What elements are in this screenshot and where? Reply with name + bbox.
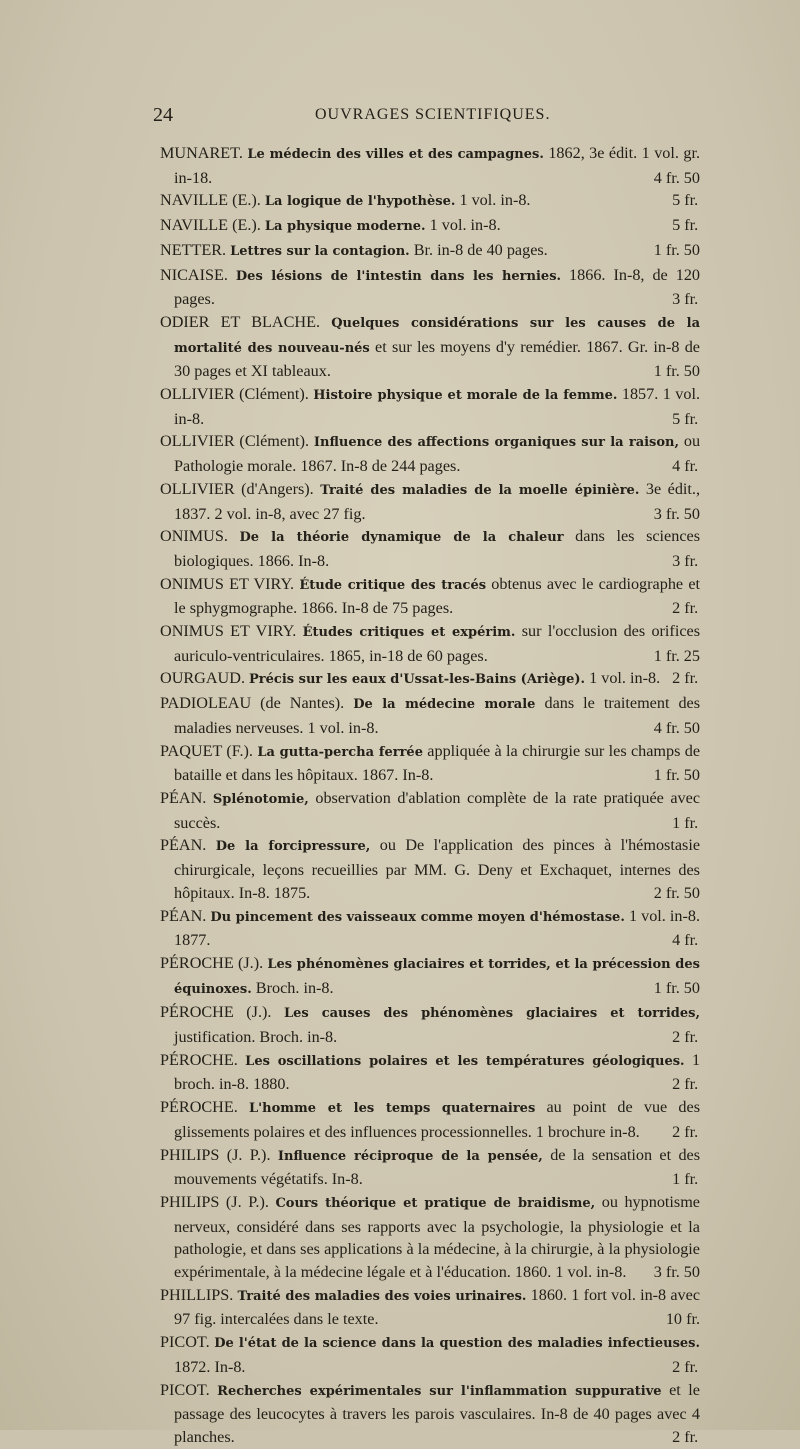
entry-price: 2 fr. xyxy=(672,599,699,618)
entry-author: NAVILLE (E.). xyxy=(160,216,261,235)
entry-title: Traité des maladies de la moelle épinière. xyxy=(320,482,640,498)
entry-author: NICAISE. xyxy=(160,265,228,284)
bibliography-entry xyxy=(160,478,700,525)
bibliography-entry xyxy=(160,214,700,239)
entry-details: ou Pathologie morale. 1867. In-8 de 244 pages. xyxy=(174,432,701,476)
bibliography-entry xyxy=(160,834,700,904)
entry-price: 1 fr. 25 xyxy=(653,646,700,665)
bibliography-entry xyxy=(160,311,700,383)
entry-price: 3 fr. 50 xyxy=(653,1263,700,1282)
entry-author: PADIOLEAU (de Nantes). xyxy=(160,694,345,713)
entry-price: 4 fr. 50 xyxy=(653,718,700,737)
bibliography-entry xyxy=(160,573,700,620)
entry-title: Traité des maladies des voies urinaires. xyxy=(237,1288,527,1304)
entry-details: dans les sciences biologiques. 1866. In-8. xyxy=(174,527,700,570)
entry-details: sur l'occlusion des orifices auriculo-ventriculaires. 1865, in-18 de 60 pages. xyxy=(174,622,700,665)
entry-details: observation d'ablation complète de la rate pratiquée avec succès. xyxy=(174,788,701,832)
entry-author: PHILIPS (J. P.). xyxy=(160,1192,269,1211)
entry-price: 2 fr. xyxy=(672,669,699,688)
bibliography-list xyxy=(160,142,700,1449)
entry-price: 5 fr. xyxy=(672,409,699,428)
entry-title: Quelques considérations sur les causes de la mortalité des nouveau-nés xyxy=(174,315,700,356)
entry-details: appliquée à la chirurgie sur les champs de bataille et dans les hôpitaux. 1867. In-8. xyxy=(174,741,701,785)
entry-title: La physique moderne. xyxy=(264,219,426,235)
entry-price: 1 fr. 50 xyxy=(653,240,700,259)
entry-details: 1872. In-8. xyxy=(174,1357,246,1376)
entry-price: 1 fr. 50 xyxy=(653,978,700,997)
entry-title: Histoire physique et morale de la femme. xyxy=(313,388,618,404)
bibliography-entry xyxy=(160,1284,700,1331)
bibliography-entry xyxy=(160,740,700,787)
entry-details: Br. in-8 de 40 pages. xyxy=(413,240,548,259)
entry-author: PÉROCHE. xyxy=(160,1050,238,1069)
entry-author: PAQUET (F.). xyxy=(160,741,253,760)
entry-title: Splénotomie, xyxy=(212,791,309,807)
entry-price: 2 fr. xyxy=(672,1028,699,1047)
page-header xyxy=(153,104,713,134)
entry-details: ou hypnotisme nerveux, considéré dans ses rapports avec la psychologie, la physiologie et la pathologie, et dans ses applications à la médecine, à la chirurgie, à la physiologie expérimentale, à la médecine légale et à l'éducation. 1860. 1 vol. in-8. xyxy=(174,1192,700,1282)
entry-author: OLLIVIER (Clément). xyxy=(160,432,310,451)
entry-author: OURGAUD. xyxy=(160,669,245,688)
entry-title: La logique de l'hypothèse. xyxy=(264,194,456,210)
entry-price: 2 fr. 50 xyxy=(653,883,700,902)
entry-price: 1 fr. 50 xyxy=(653,766,700,785)
entry-title: Études critiques et expérim. xyxy=(302,625,516,641)
entry-details: 1 vol. in-8. xyxy=(589,669,661,688)
bibliography-entry xyxy=(160,620,700,667)
entry-author: PÉROCHE (J.). xyxy=(160,953,264,972)
entry-details: 1 vol. in-8. xyxy=(429,216,501,235)
entry-title: Cours théorique et pratique de braidisme, xyxy=(275,1195,596,1211)
entry-details: et sur les moyens d'y remédier. 1867. Gr. in-8 de 30 pages et XI tableaux. xyxy=(174,337,700,381)
entry-title: La gutta-percha ferrée xyxy=(257,744,423,760)
bibliography-entry xyxy=(160,1096,700,1143)
bibliography-entry xyxy=(160,952,700,1001)
entry-price: 4 fr. 50 xyxy=(653,168,700,187)
entry-title: Recherches expérimentales sur l'inflammation suppurative xyxy=(217,1383,662,1399)
page-number: 24 xyxy=(153,104,173,126)
entry-details: 1 vol. in-8. 1877. xyxy=(174,906,701,950)
entry-price: 2 fr. xyxy=(672,1075,699,1094)
entry-author: PHILIPS (J. P.). xyxy=(160,1145,271,1164)
bibliography-entry xyxy=(160,905,700,952)
entry-details: et le passage des leucocytes à travers les parois vasculaires. In-8 de 40 pages avec 4 planches. xyxy=(174,1380,700,1446)
entry-price: 1 fr. xyxy=(672,813,699,832)
bibliography-entry xyxy=(160,189,700,214)
entry-price: 4 fr. xyxy=(672,931,699,950)
entry-author: ONIMUS ET VIRY. xyxy=(160,574,295,593)
entry-details: 1857. 1 vol. in-8. xyxy=(174,385,701,428)
entry-details: au point de vue des glissements polaires et des influences processionnelles. 1 brochure in-8. xyxy=(174,1098,700,1141)
bibliography-entry xyxy=(160,692,700,739)
entry-details: Broch. in-8. xyxy=(255,978,334,997)
bibliography-entry xyxy=(160,1331,700,1378)
entry-author: PÉAN. xyxy=(160,788,207,807)
entry-author: NAVILLE (E.). xyxy=(160,191,261,210)
entry-price: 2 fr. xyxy=(672,1122,699,1141)
entry-title: Influence réciproque de la pensée, xyxy=(277,1148,543,1164)
entry-details: 1 broch. in-8. 1880. xyxy=(174,1050,701,1094)
entry-author: OLLIVIER (Clément). xyxy=(160,385,309,404)
entry-title: Lettres sur la contagion. xyxy=(230,243,410,259)
entry-details: dans le traitement des maladies nerveuses. 1 vol. in-8. xyxy=(174,694,701,737)
entry-title: De la forcipressure, xyxy=(215,839,371,855)
entry-title: L'homme et les temps quaternaires xyxy=(249,1101,536,1117)
entry-price: 1 fr. xyxy=(672,1170,699,1189)
entry-title: Étude critique des tracés xyxy=(299,577,487,593)
bibliography-entry xyxy=(160,1001,700,1048)
bibliography-entry xyxy=(160,1191,700,1284)
entry-author: PICOT. xyxy=(160,1380,210,1399)
entry-title: Les oscillations polaires et les températures géologiques. xyxy=(245,1053,685,1069)
entry-details: 1 vol. in-8. xyxy=(459,191,531,210)
bibliography-entry xyxy=(160,667,700,692)
entry-title: Du pincement des vaisseaux comme moyen d'hémostase. xyxy=(210,909,625,925)
entry-details: de la sensation et des mouvements végétatifs. In-8. xyxy=(174,1145,701,1189)
entry-author: PHILLIPS. xyxy=(160,1285,234,1304)
bibliography-entry xyxy=(160,1049,700,1096)
entry-details: ou De l'application des pinces à l'hémostasie chirurgicale, leçons recueillies par MM. G. Deny et Exchaquet, internes des hôpitaux. In-8. 1875. xyxy=(174,836,701,902)
entry-author: OLLIVIER (d'Angers). xyxy=(160,479,314,498)
bibliography-entry xyxy=(160,264,700,311)
entry-author: PÉAN. xyxy=(160,906,207,925)
entry-author: PÉAN. xyxy=(160,836,207,855)
entry-price: 2 fr. xyxy=(672,1427,699,1446)
entry-title: Le médecin des villes et des campagnes. xyxy=(247,147,544,162)
entry-price: 5 fr. xyxy=(672,191,699,210)
entry-author: ODIER ET BLACHE. xyxy=(160,312,321,331)
bibliography-entry xyxy=(160,142,700,189)
entry-title: De l'état de la science dans la question des maladies infectieuses. xyxy=(214,1336,700,1352)
bibliography-entry xyxy=(160,1379,700,1449)
bibliography-entry xyxy=(160,239,700,264)
entry-price: 3 fr. xyxy=(672,290,699,309)
entry-title: De la médecine morale xyxy=(353,697,536,713)
entry-title: Précis sur les eaux d'Ussat-les-Bains (Ariège). xyxy=(249,672,586,688)
entry-author: ONIMUS. xyxy=(160,527,228,546)
entry-price: 3 fr. 50 xyxy=(653,504,700,523)
entry-author: PÉROCHE. xyxy=(160,1098,238,1117)
entry-author: MUNARET. xyxy=(160,144,243,162)
entry-details: 1860. 1 fort vol. in-8 avec 97 fig. intercalées dans le texte. xyxy=(174,1285,700,1329)
bibliography-entry xyxy=(160,1144,700,1191)
entry-author: NETTER. xyxy=(160,240,227,259)
entry-price: 10 fr. xyxy=(665,1310,700,1329)
entry-price: 3 fr. xyxy=(672,551,699,570)
entry-price: 2 fr. xyxy=(672,1357,699,1376)
entry-title: Influence des affections organiques sur la raison, xyxy=(313,435,680,451)
entry-title: Les phénomènes glaciaires et torrides, et la précession des équinoxes. xyxy=(174,956,700,997)
entry-title: De la théorie dynamique de la chaleur xyxy=(239,530,564,546)
bibliography-entry xyxy=(160,787,700,834)
entry-author: ONIMUS ET VIRY. xyxy=(160,622,297,641)
running-title: OUVRAGES SCIENTIFIQUES. xyxy=(315,106,551,123)
bibliography-entry xyxy=(160,383,700,430)
bibliography-entry xyxy=(160,525,700,572)
entry-title: Des lésions de l'intestin dans les hernies. xyxy=(235,268,562,284)
entry-details: obtenus avec le cardiographe et le sphygmographe. 1866. In-8 de 75 pages. xyxy=(174,574,700,618)
entry-details: 1866. In-8, de 120 pages. xyxy=(174,265,701,309)
entry-details: justification. Broch. in-8. xyxy=(174,1028,338,1047)
bibliography-entry xyxy=(160,430,700,477)
entry-price: 5 fr. xyxy=(672,216,699,235)
entry-title: Les causes des phénomènes glaciaires et torrides, xyxy=(283,1006,700,1022)
entry-details: 3e édit., 1837. 2 vol. in-8, avec 27 fig. xyxy=(174,479,701,523)
entry-price: 1 fr. 50 xyxy=(653,362,700,381)
entry-author: PÉROCHE (J.). xyxy=(160,1003,272,1022)
entry-details: 1862, 3e édit. 1 vol. gr. in-18. xyxy=(174,144,701,187)
entry-price: 4 fr. xyxy=(672,457,699,476)
entry-author: PICOT. xyxy=(160,1333,210,1352)
